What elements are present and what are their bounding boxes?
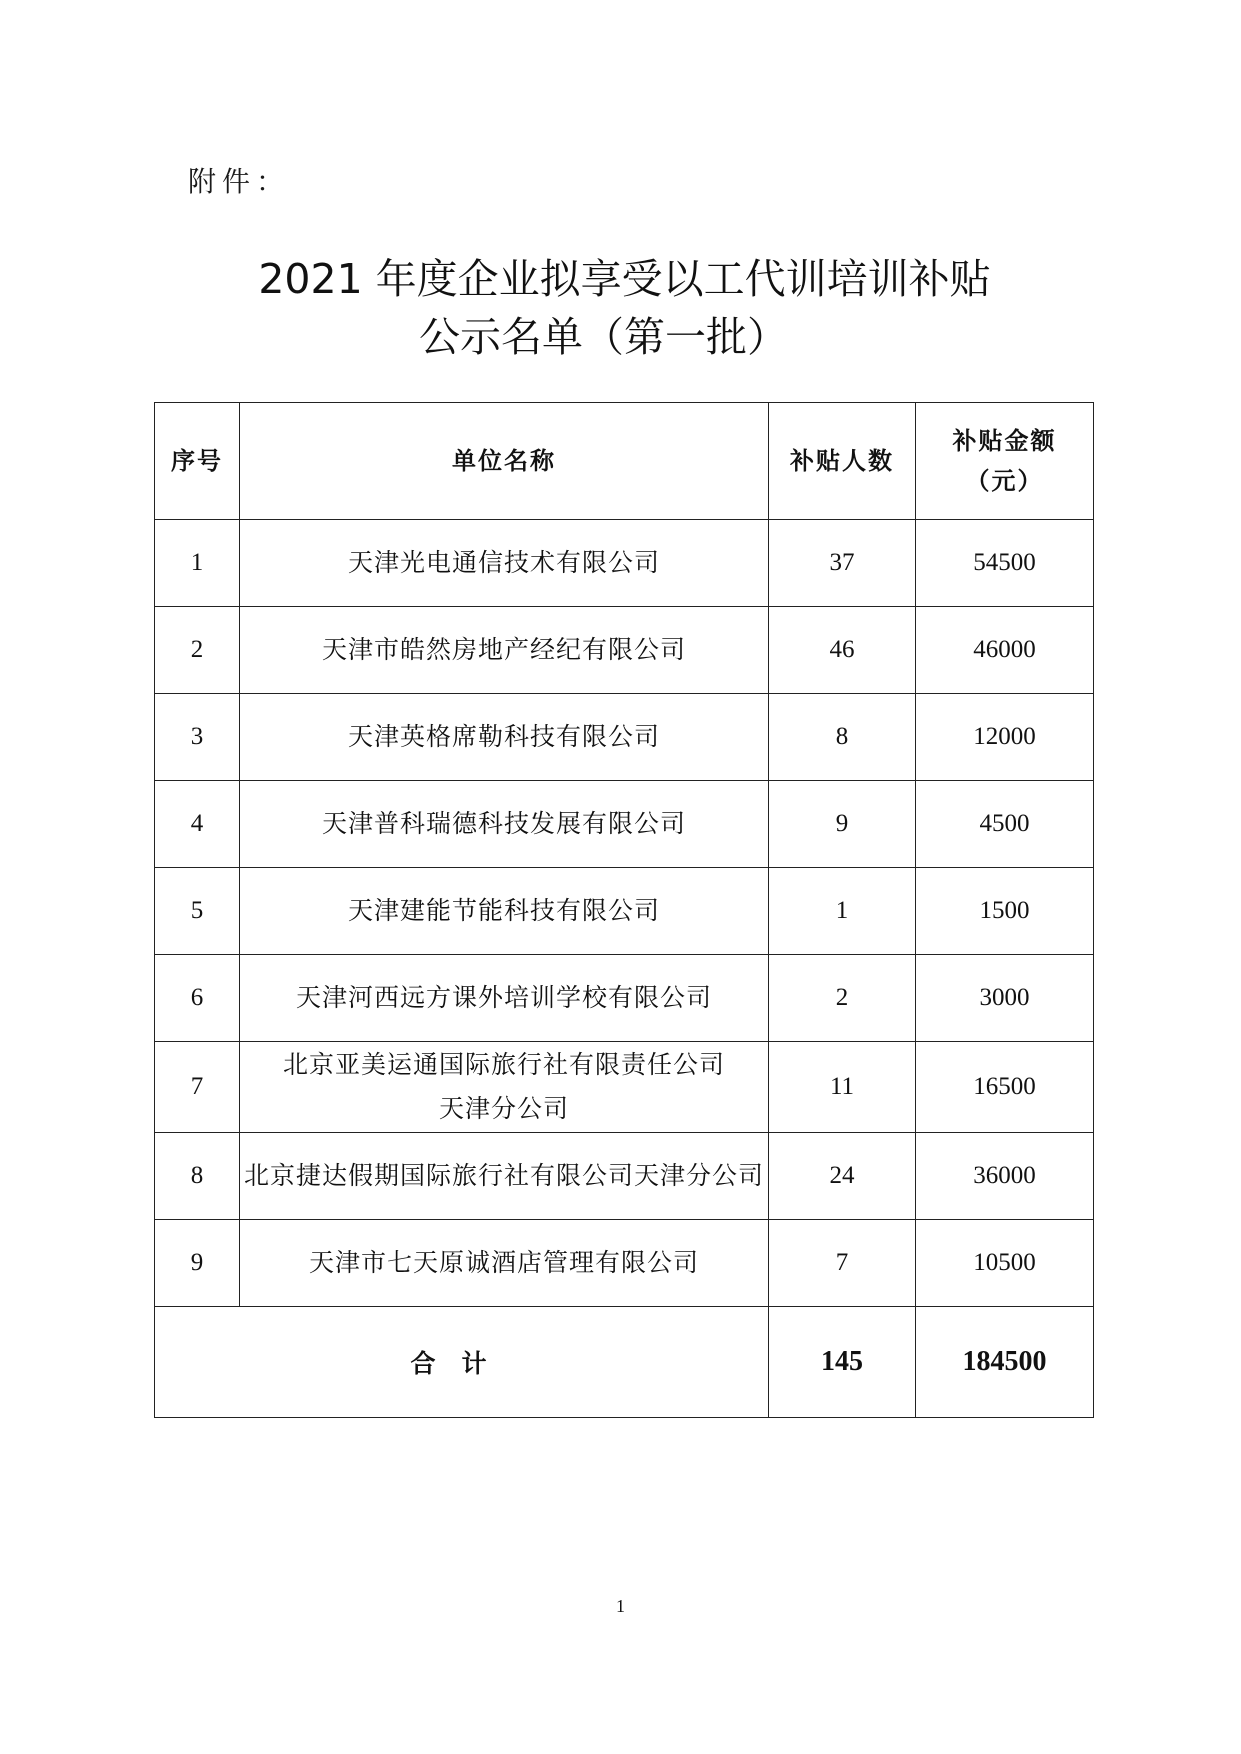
- total-label: 合计: [155, 1307, 769, 1418]
- row-subsidy-amount: 46000: [916, 607, 1094, 694]
- row-company-name: [240, 607, 769, 694]
- table-row: [155, 781, 1094, 868]
- company-name-line: 天津市七天原诚酒店管理有限公司: [308, 1248, 699, 1277]
- row-seq: 9: [155, 1220, 240, 1307]
- company-name-line: 天津建能节能科技有限公司: [347, 896, 660, 925]
- row-subsidy-amount: 54500: [916, 520, 1094, 607]
- row-seq: 1: [155, 520, 240, 607]
- row-company-name: [240, 1042, 769, 1133]
- company-name-line: 天津分公司: [438, 1094, 569, 1123]
- row-seq: 8: [155, 1133, 240, 1220]
- table-row: [155, 1220, 1094, 1307]
- row-company-name: [240, 955, 769, 1042]
- header-amount-line-1: 补贴金额: [952, 427, 1057, 455]
- document-title: [0, 250, 1241, 366]
- header-company-name: 单位名称: [240, 403, 769, 520]
- header-amount-line-2: （元）: [965, 467, 1044, 495]
- header-subsidy-count: 补贴人数: [769, 403, 916, 520]
- row-subsidy-amount: 12000: [916, 694, 1094, 781]
- row-subsidy-amount: 1500: [916, 868, 1094, 955]
- company-name-line: 天津市皓然房地产经纪有限公司: [321, 635, 686, 664]
- table-row: [155, 694, 1094, 781]
- row-subsidy-count: 2: [769, 955, 916, 1042]
- company-name-line: 天津普科瑞德科技发展有限公司: [321, 809, 686, 838]
- row-seq: 4: [155, 781, 240, 868]
- row-seq: 7: [155, 1042, 240, 1133]
- row-seq: 6: [155, 955, 240, 1042]
- total-amount: 184500: [916, 1307, 1094, 1418]
- row-subsidy-count: 11: [769, 1042, 916, 1133]
- table-body: [155, 520, 1094, 1418]
- row-company-name: [240, 694, 769, 781]
- header-seq: 序号: [155, 403, 240, 520]
- table-header-row: [155, 403, 1094, 520]
- row-subsidy-count: 24: [769, 1133, 916, 1220]
- row-subsidy-amount: 16500: [916, 1042, 1094, 1133]
- company-name-line: 天津河西远方课外培训学校有限公司: [295, 983, 712, 1012]
- attachment-label: 附件：: [188, 165, 291, 198]
- row-subsidy-amount: 36000: [916, 1133, 1094, 1220]
- page-number: 1: [616, 1596, 625, 1616]
- table-row: [155, 1042, 1094, 1133]
- company-name-line: 北京捷达假期国际旅行社有限公司天津分公司: [243, 1161, 764, 1190]
- row-subsidy-count: 8: [769, 694, 916, 781]
- table-row: [155, 868, 1094, 955]
- row-company-name: [240, 868, 769, 955]
- table-row: [155, 520, 1094, 607]
- table-row: [155, 607, 1094, 694]
- company-name-line: 北京亚美运通国际旅行社有限责任公司: [282, 1050, 725, 1079]
- row-company-name: [240, 1220, 769, 1307]
- header-subsidy-amount: [916, 403, 1094, 520]
- row-subsidy-count: 1: [769, 868, 916, 955]
- table-row: [155, 1133, 1094, 1220]
- row-company-name: [240, 781, 769, 868]
- row-subsidy-count: 46: [769, 607, 916, 694]
- title-line-1: 2021 年度企业拟享受以工代训培训补贴: [258, 255, 991, 303]
- subsidy-table: [154, 402, 1094, 1418]
- row-subsidy-amount: 3000: [916, 955, 1094, 1042]
- row-subsidy-count: 37: [769, 520, 916, 607]
- row-company-name: [240, 520, 769, 607]
- row-seq: 5: [155, 868, 240, 955]
- table-row: [155, 955, 1094, 1042]
- title-line-2: 公示名单（第一批）: [419, 313, 788, 361]
- row-subsidy-amount: 4500: [916, 781, 1094, 868]
- company-name-line: 天津英格席勒科技有限公司: [347, 722, 660, 751]
- row-seq: 3: [155, 694, 240, 781]
- total-row: [155, 1307, 1094, 1418]
- row-subsidy-amount: 10500: [916, 1220, 1094, 1307]
- row-subsidy-count: 7: [769, 1220, 916, 1307]
- row-seq: 2: [155, 607, 240, 694]
- row-subsidy-count: 9: [769, 781, 916, 868]
- company-name-line: 天津光电通信技术有限公司: [347, 548, 660, 577]
- row-company-name: [240, 1133, 769, 1220]
- total-count: 145: [769, 1307, 916, 1418]
